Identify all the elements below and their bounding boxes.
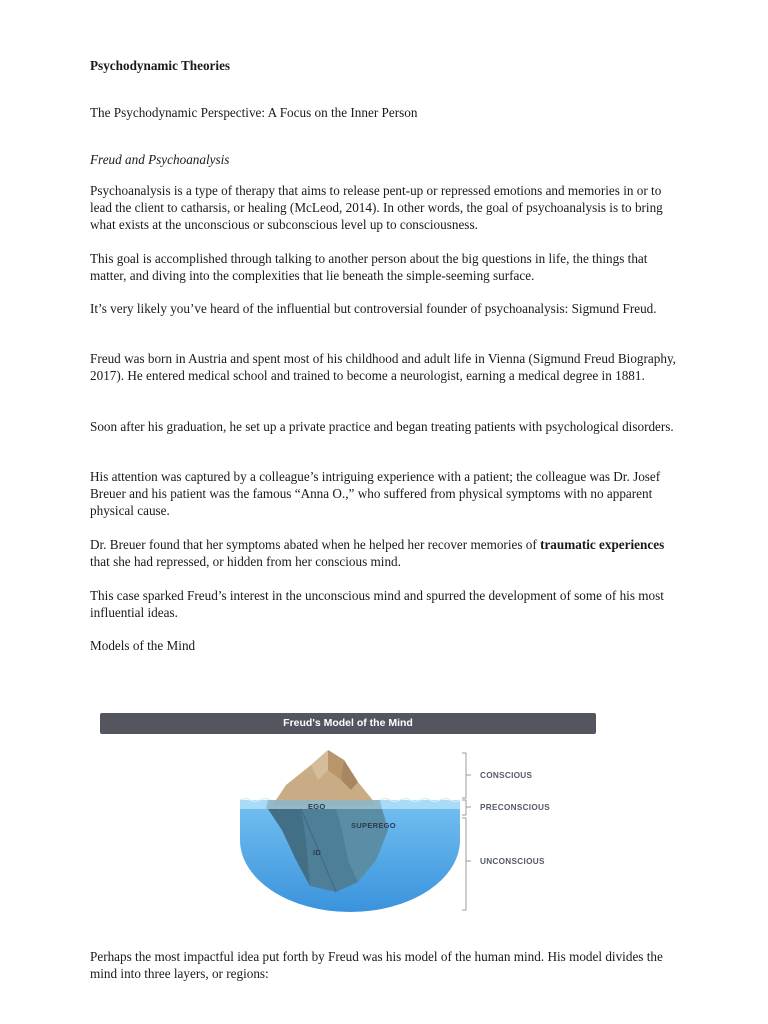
ego-label: EGO <box>308 802 326 811</box>
freud-model-figure <box>96 710 596 920</box>
paragraph-breuer: His attention was captured by a colleague’s intriguing experience with a patient; the colleague was Dr. Josef Breuer and his patient was the famous “Anna O.,” who suffered from physical symptoms with no apparent physical cause. <box>90 469 661 518</box>
id-label: ID <box>313 848 322 857</box>
bracket-preconscious <box>462 800 466 815</box>
paragraph-trauma-bold: traumatic experiences <box>540 537 665 552</box>
paragraph-trauma <box>90 537 680 571</box>
paragraph-trauma-text-1: Dr. Breuer found that her symptoms abated when he helped her recover memories of <box>90 537 541 552</box>
preconscious-label: PRECONSCIOUS <box>480 803 551 812</box>
paragraph-founder: It’s very likely you’ve heard of the influential but controversial founder of psychoanalysis: Sigmund Freud. <box>90 301 657 316</box>
paragraph-trauma-text-2: that she had repressed, or hidden from her conscious mind. <box>90 553 401 569</box>
iceberg-diagram <box>96 710 596 920</box>
paragraph-psychoanalysis: Psychoanalysis is a type of therapy that aims to release pent-up or repressed emotions and memories in or to lead the client to catharsis, or healing (McLeod, 2014). In other words, the goal of psychoanalysis is to bring what exists at the unconscious or subconscious level up to consciousness. <box>90 183 663 232</box>
document-title: Psychodynamic Theories <box>90 58 231 73</box>
bracket-conscious <box>462 753 466 798</box>
paragraph-goal: This goal is accomplished through talking to another person about the big questions in life, the things that matter, and diving into the complexities that lie beneath the simple-seeming surface. <box>90 251 648 283</box>
bracket-unconscious <box>462 818 466 910</box>
superego-label: SUPEREGO <box>351 821 396 830</box>
unconscious-label: UNCONSCIOUS <box>480 857 545 866</box>
paragraph-biography: Freud was born in Austria and spent most of his childhood and adult life in Vienna (Sigmund Freud Biography, 2017). He entered medical school and trained to become a neurologist, earning a medical degree in 1881. <box>90 351 676 383</box>
section-models-of-mind: Models of the Mind <box>90 638 196 653</box>
document-subtitle: The Psychodynamic Perspective: A Focus on the Inner Person <box>90 105 418 120</box>
conscious-label: CONSCIOUS <box>480 771 533 780</box>
paragraph-model-intro: Perhaps the most impactful idea put forth by Freud was his model of the human mind. His model divides the mind into three layers, or regions: <box>90 949 663 981</box>
paragraph-unconscious-interest: This case sparked Freud’s interest in the unconscious mind and spurred the development of some of his most influential ideas. <box>90 588 664 620</box>
figure-title-banner: Freud's Model of the Mind <box>100 713 596 734</box>
section-heading: Freud and Psychoanalysis <box>90 152 230 167</box>
paragraph-practice: Soon after his graduation, he set up a private practice and began treating patients with psychological disorders. <box>90 419 674 434</box>
